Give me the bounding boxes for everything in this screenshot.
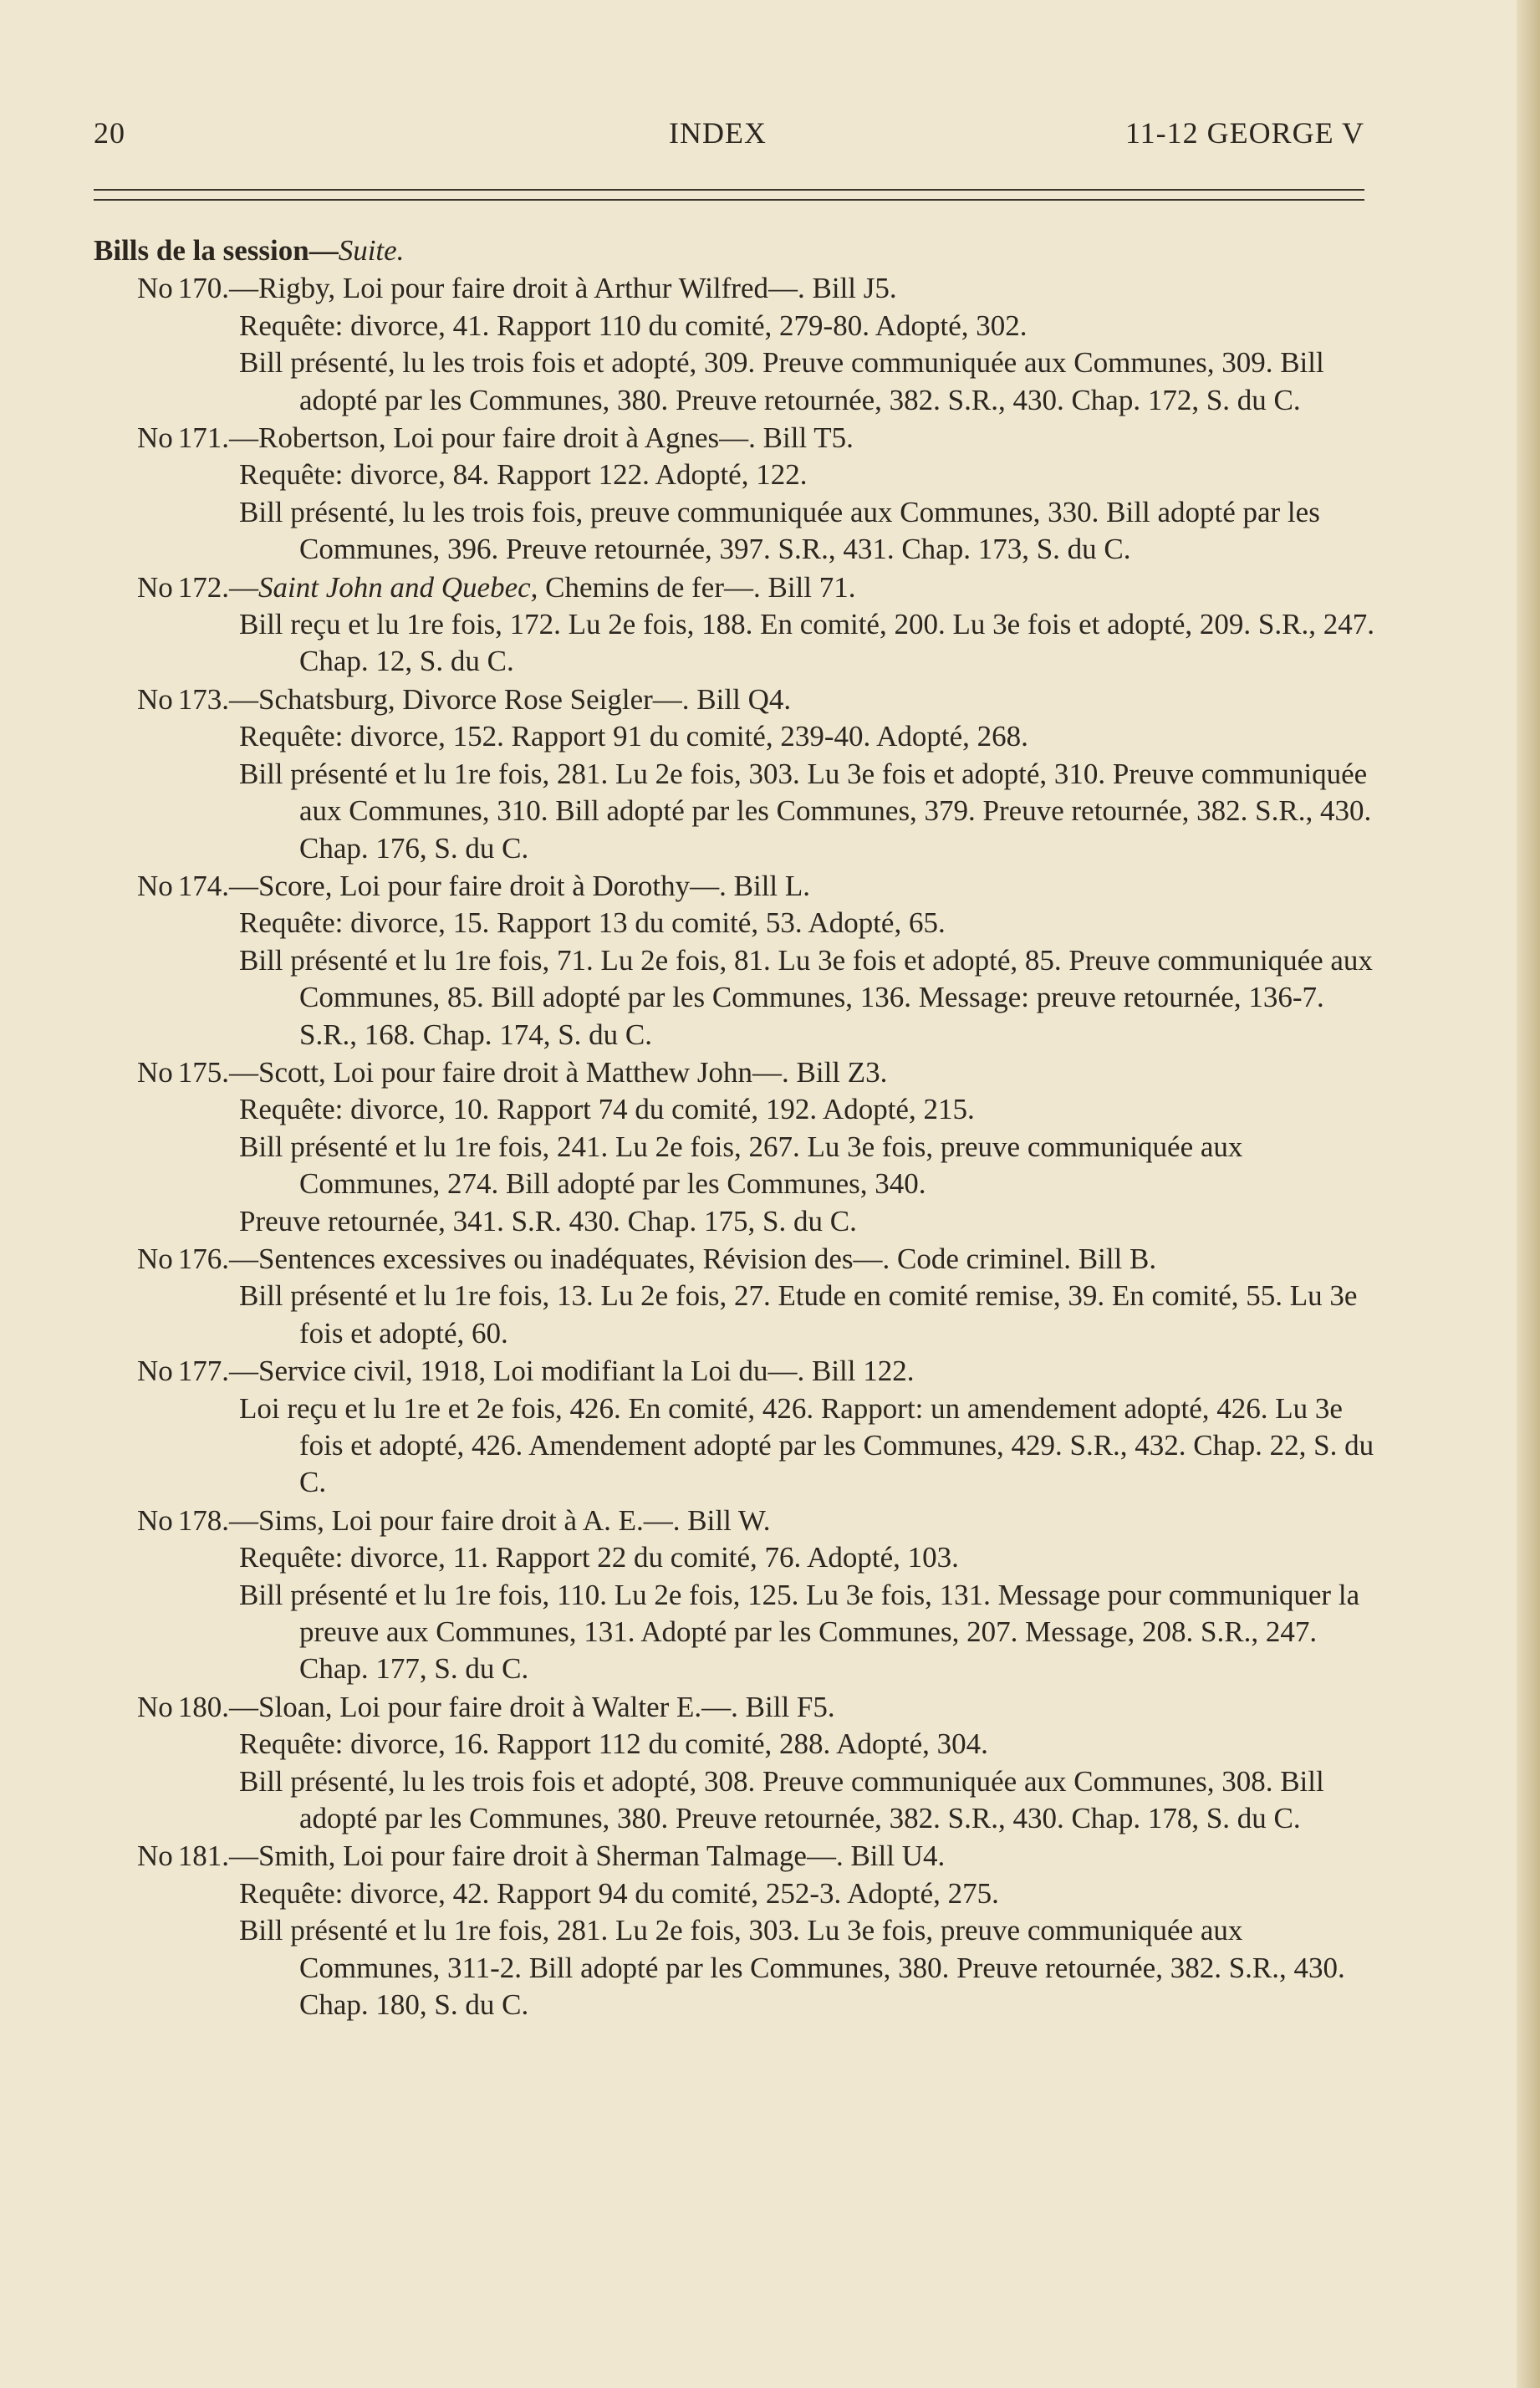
section-title: [94, 232, 1381, 269]
entry-title: 177.—Service civil, 1918, Loi modifiant la Loi du—. Bill 122.: [177, 1355, 915, 1388]
entry-no-label: No: [137, 272, 173, 305]
page-header: [94, 115, 1364, 157]
entry-no-label: No: [137, 869, 173, 902]
index-entry: [94, 681, 1381, 867]
index-entry: [94, 1353, 1381, 1502]
entry-no-label: No: [137, 1355, 173, 1388]
index-entry: [94, 1838, 1381, 2023]
entry-title: 176.—Sentences excessives ou inadéquates, Révision des—. Code criminel. Bill B.: [177, 1242, 1157, 1275]
index-entry: [94, 569, 1381, 681]
entry-detail: Requête: divorce, 16. Rapport 112 du comité, 288. Adopté, 304.: [239, 1727, 988, 1761]
entry-detail: Preuve retournée, 341. S.R. 430. Chap. 175, S. du C.: [239, 1204, 857, 1237]
entry-title: 180.—Sloan, Loi pour faire droit à Walter E.—. Bill F5.: [177, 1690, 835, 1723]
page-number: 20: [94, 116, 125, 150]
entry-heading: [89, 1241, 1381, 1278]
entry-detail: Loi reçu et lu 1re et 2e fois, 426. En comité, 426. Rapport: un amendement adopté, 426. Lu 3e fois et adopté, 426. Amendement adopté par les Communes, 429. S.R., 432. Chap. 22, S. du C.: [239, 1391, 1374, 1499]
entry-detail: Bill présenté et lu 1re fois, 281. Lu 2e fois, 303. Lu 3e fois, preuve communiquée aux Communes, 311-2. Bill adopté par les Communes, 380. Preuve retournée, 382. S.R., 430. Chap. 180, S. du C.: [239, 1914, 1345, 2022]
entry-heading: [89, 1689, 1381, 1726]
entry-detail: Bill présenté et lu 1re fois, 281. Lu 2e fois, 303. Lu 3e fois et adopté, 310. Preuve communiquée aux Communes, 310. Bill adopté par les Communes, 379. Preuve retournée, 382. S.R., 430. Chap. 176, S. du C.: [239, 757, 1372, 865]
entry-detail: Bill présenté et lu 1re fois, 13. Lu 2e fois, 27. Etude en comité remise, 39. En comité, 55. Lu 3e fois et adopté, 60.: [239, 1279, 1358, 1350]
index-entry: [94, 270, 1381, 419]
index-entry: [94, 1054, 1381, 1240]
entry-title: 170.—Rigby, Loi pour faire droit à Arthur Wilfred—. Bill J5.: [177, 272, 897, 305]
entry-detail: Requête: divorce, 41. Rapport 110 du comité, 279-80. Adopté, 302.: [239, 309, 1028, 342]
entry-no-label: No: [137, 1690, 173, 1723]
entry-no-label: No: [137, 421, 173, 455]
entry-heading: [89, 1503, 1381, 1539]
header-rule: [94, 189, 1364, 201]
section-subtitle: Suite.: [338, 234, 405, 267]
index-entry: [94, 868, 1381, 1054]
entry-title-rest: Chemins de fer—. Bill 71.: [538, 570, 856, 604]
entry-heading: [89, 420, 1381, 457]
entry-detail: Bill présenté, lu les trois fois et adopté, 308. Preuve communiquée aux Communes, 308. Bill adopté par les Communes, 380. Preuve retournée, 382. S.R., 430. Chap. 178, S. du C.: [239, 1764, 1324, 1835]
index-entry: [94, 1689, 1381, 1838]
entry-no-label: No: [137, 1055, 173, 1089]
page-edge: [1517, 0, 1540, 2388]
entry-detail: Requête: divorce, 152. Rapport 91 du comité, 239-40. Adopté, 268.: [239, 720, 1028, 753]
index-content: [94, 232, 1381, 2024]
entry-heading: [89, 868, 1381, 905]
running-title: INDEX: [669, 116, 767, 150]
entry-list: [94, 270, 1381, 2023]
entry-detail: Requête: divorce, 15. Rapport 13 du comité, 53. Adopté, 65.: [239, 906, 946, 940]
entry-title-italic: Saint John and Quebec,: [258, 570, 538, 604]
entry-detail: Requête: divorce, 84. Rapport 122. Adopté, 122.: [239, 458, 808, 492]
session-label: 11-12 GEORGE V: [1125, 116, 1364, 150]
entry-title: 178.—Sims, Loi pour faire droit à A. E.—. Bill W.: [177, 1503, 771, 1537]
entry-heading: [89, 1838, 1381, 1875]
entry-heading: [89, 681, 1381, 718]
entry-no-label: No: [137, 1503, 173, 1537]
section-title-text: Bills de la session—: [94, 234, 339, 267]
entry-no-label: No: [137, 1242, 173, 1275]
entry-heading: [89, 1353, 1381, 1390]
entry-title: 172.—: [177, 570, 259, 604]
entry-detail: Requête: divorce, 42. Rapport 94 du comité, 252-3. Adopté, 275.: [239, 1876, 999, 1910]
entry-heading: [89, 569, 1381, 606]
entry-detail: Requête: divorce, 10. Rapport 74 du comité, 192. Adopté, 215.: [239, 1093, 975, 1126]
entry-title: 181.—Smith, Loi pour faire droit à Sherman Talmage—. Bill U4.: [177, 1839, 946, 1873]
entry-title: 175.—Scott, Loi pour faire droit à Matthew John—. Bill Z3.: [177, 1055, 888, 1089]
entry-title: 171.—Robertson, Loi pour faire droit à Agnes—. Bill T5.: [177, 421, 854, 455]
entry-heading: [89, 270, 1381, 307]
entry-no-label: No: [137, 570, 173, 604]
entry-detail: Bill présenté et lu 1re fois, 241. Lu 2e fois, 267. Lu 3e fois, preuve communiquée aux Communes, 274. Bill adopté par les Communes, 340.: [239, 1130, 1243, 1201]
entry-detail: Bill reçu et lu 1re fois, 172. Lu 2e fois, 188. En comité, 200. Lu 3e fois et adopté, 209. S.R., 247. Chap. 12, S. du C.: [239, 608, 1374, 678]
entry-detail: Bill présenté, lu les trois fois, preuve communiquée aux Communes, 330. Bill adopté par les Communes, 396. Preuve retournée, 397. S.R., 431. Chap. 173, S. du C.: [239, 495, 1320, 566]
index-entry: [94, 420, 1381, 569]
entry-title: 174.—Score, Loi pour faire droit à Dorothy—. Bill L.: [177, 869, 811, 902]
entry-no-label: No: [137, 1839, 173, 1873]
entry-detail: Requête: divorce, 11. Rapport 22 du comité, 76. Adopté, 103.: [239, 1541, 959, 1574]
entry-detail: Bill présenté et lu 1re fois, 71. Lu 2e fois, 81. Lu 3e fois et adopté, 85. Preuve communiquée aux Communes, 85. Bill adopté par les Communes, 136. Message: preuve retournée, 136-7. S.R., 168. Chap. 174, S. du C.: [239, 943, 1373, 1051]
index-entry: [94, 1241, 1381, 1352]
entry-detail: Bill présenté et lu 1re fois, 110. Lu 2e fois, 125. Lu 3e fois, 131. Message pour communiquer la preuve aux Communes, 131. Adopté par les Communes, 207. Message, 208. S.R., 247. Chap. 177, S. du C.: [239, 1578, 1360, 1686]
entry-no-label: No: [137, 682, 173, 716]
entry-detail: Bill présenté, lu les trois fois et adopté, 309. Preuve communiquée aux Communes, 309. Bill adopté par les Communes, 380. Preuve retournée, 382. S.R., 430. Chap. 172, S. du C.: [239, 346, 1324, 416]
entry-title: 173.—Schatsburg, Divorce Rose Seigler—. Bill Q4.: [177, 682, 792, 716]
entry-heading: [89, 1054, 1381, 1091]
index-entry: [94, 1503, 1381, 1688]
